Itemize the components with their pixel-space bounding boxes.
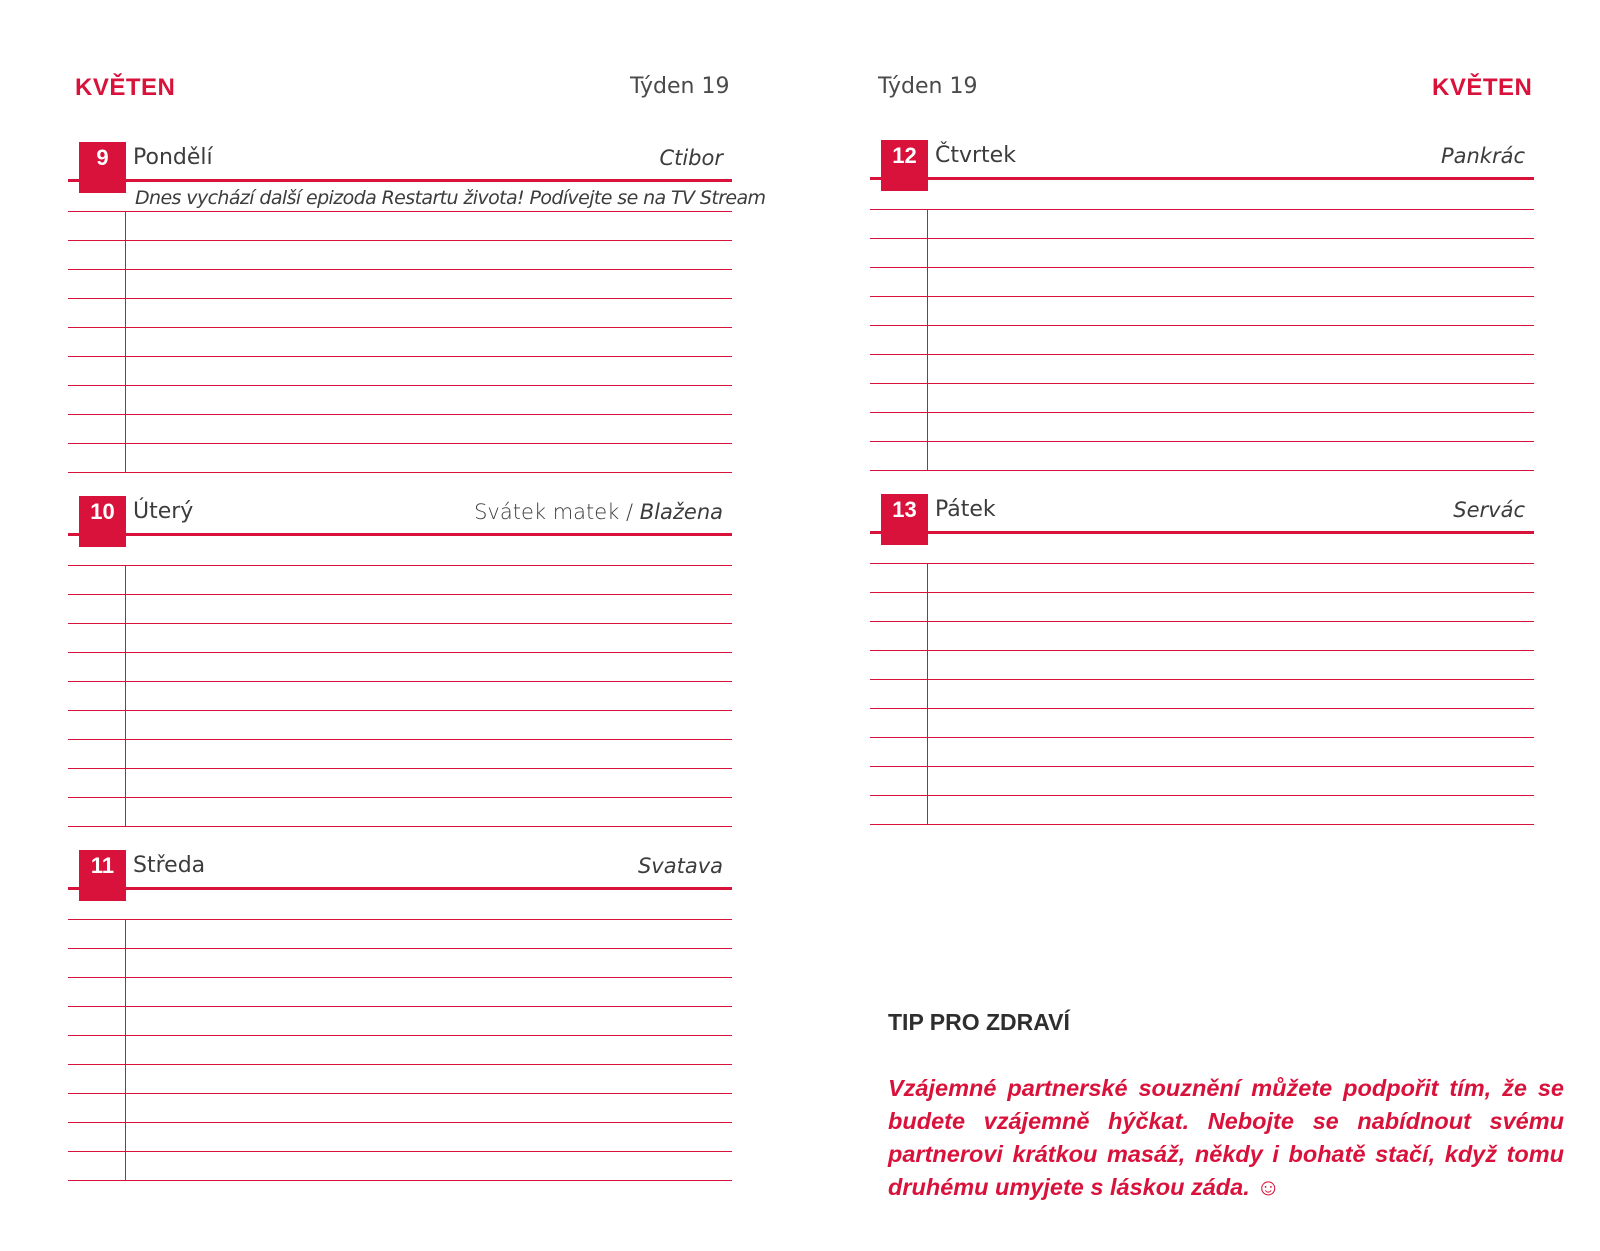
tip-title: TIP PRO ZDRAVÍ xyxy=(888,1009,1070,1035)
name-day xyxy=(659,146,723,170)
day-header-rule xyxy=(870,531,1534,534)
ruled-line xyxy=(68,1151,732,1152)
ruled-line xyxy=(870,470,1534,471)
tip-text: Vzájemné partnerské souznění můžete podpořit tím, že se budete vzájemně hýčkat. Nebojte se nabídnout svému partnerovi krátkou masáž, někdy i bohatě stačí, když tomu druhému umyjete s láskou záda. ☺ xyxy=(888,1075,1564,1200)
ruled-line xyxy=(68,269,732,270)
ruled-line xyxy=(68,298,732,299)
ruled-line xyxy=(870,563,1534,564)
ruled-line xyxy=(870,209,1534,210)
ruled-line xyxy=(870,679,1534,680)
ruled-line xyxy=(870,650,1534,651)
name-day-saint: Ctibor xyxy=(659,146,723,170)
ruled-line xyxy=(870,621,1534,622)
ruled-line xyxy=(870,412,1534,413)
day-header-rule xyxy=(870,177,1534,180)
ruled-line xyxy=(870,383,1534,384)
day-name: Pátek xyxy=(935,497,996,522)
day-number-box xyxy=(881,140,928,191)
ruled-line xyxy=(68,1064,732,1065)
ruled-line xyxy=(68,1122,732,1123)
day-header-rule xyxy=(68,533,732,536)
left-week-label: Týden 19 xyxy=(630,74,730,99)
day-number-box xyxy=(881,494,928,545)
name-day xyxy=(638,854,723,878)
ruled-line xyxy=(68,1035,732,1036)
name-day-saint: Servác xyxy=(1453,498,1525,522)
time-column-divider xyxy=(927,209,928,470)
right-month-title: KVĚTEN xyxy=(1432,74,1533,101)
day-header-rule xyxy=(68,179,732,182)
time-column-divider xyxy=(125,919,126,1180)
name-day xyxy=(1441,144,1525,168)
ruled-line xyxy=(68,681,732,682)
ruled-line xyxy=(68,948,732,949)
ruled-line xyxy=(870,441,1534,442)
ruled-line xyxy=(870,354,1534,355)
ruled-line xyxy=(68,710,732,711)
ruled-line xyxy=(68,919,732,920)
ruled-line xyxy=(68,565,732,566)
ruled-line xyxy=(68,739,732,740)
day-name: Pondělí xyxy=(133,145,213,170)
name-day-prefix: Svátek matek / xyxy=(474,500,640,524)
ruled-line xyxy=(68,472,732,473)
ruled-line xyxy=(870,795,1534,796)
ruled-line xyxy=(870,824,1534,825)
day-header-rule xyxy=(68,887,732,890)
day-name: Středa xyxy=(133,853,206,878)
ruled-line xyxy=(870,325,1534,326)
ruled-line xyxy=(68,414,732,415)
day-number: 13 xyxy=(892,497,917,522)
ruled-line xyxy=(68,826,732,827)
ruled-line xyxy=(870,296,1534,297)
day-name: Čtvrtek xyxy=(935,143,1016,168)
day-number-box xyxy=(79,142,126,193)
time-column-divider xyxy=(927,563,928,824)
ruled-line xyxy=(870,238,1534,239)
ruled-line xyxy=(68,652,732,653)
day-number-box xyxy=(79,850,126,901)
left-month-title: KVĚTEN xyxy=(75,74,176,101)
day-number: 12 xyxy=(892,143,917,168)
day-name: Úterý xyxy=(133,499,194,524)
ruled-line xyxy=(68,211,732,212)
ruled-line xyxy=(870,267,1534,268)
ruled-line xyxy=(68,240,732,241)
ruled-line xyxy=(870,737,1534,738)
ruled-line xyxy=(68,1093,732,1094)
ruled-line xyxy=(68,1006,732,1007)
ruled-line xyxy=(68,623,732,624)
name-day-saint: Svatava xyxy=(637,854,723,878)
ruled-line xyxy=(870,708,1534,709)
ruled-line xyxy=(870,766,1534,767)
day-number: 11 xyxy=(90,853,115,878)
name-day xyxy=(474,500,723,524)
ruled-line xyxy=(68,1180,732,1181)
day-note: Dnes vychází další epizoda Restartu života! Podívejte se na TV Stream xyxy=(135,187,766,209)
ruled-line xyxy=(68,356,732,357)
day-number: 10 xyxy=(90,499,115,524)
name-day xyxy=(1453,498,1525,522)
right-week-label: Týden 19 xyxy=(878,74,978,99)
ruled-line xyxy=(68,327,732,328)
ruled-line xyxy=(68,768,732,769)
ruled-line xyxy=(870,592,1534,593)
ruled-line xyxy=(68,977,732,978)
name-day-saint: Pankrác xyxy=(1440,144,1525,168)
name-day-saint: Blažena xyxy=(639,500,723,524)
time-column-divider xyxy=(125,565,126,826)
ruled-line xyxy=(68,594,732,595)
ruled-line xyxy=(68,385,732,386)
ruled-line xyxy=(68,797,732,798)
ruled-line xyxy=(68,443,732,444)
day-number-box xyxy=(79,496,126,547)
day-number: 9 xyxy=(96,145,109,170)
time-column-divider xyxy=(125,211,126,472)
